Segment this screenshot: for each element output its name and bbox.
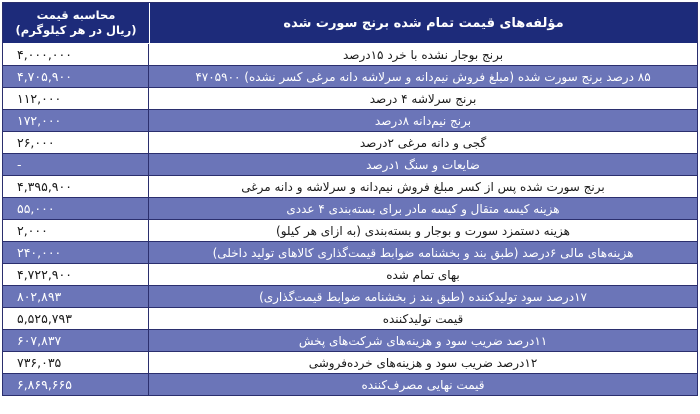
row-description: هزینه دستمزد سورت و بوجار و بسته‌بندی (به ازای هر کیلو) (276, 223, 570, 238)
row-value: ۲۶,۰۰۰ (3, 132, 149, 153)
table-row (3, 374, 697, 395)
table-row (3, 220, 697, 242)
row-value: ۶۰۷,۸۳۷ (3, 330, 149, 351)
row-value: ۸۰۲,۸۹۳ (3, 286, 149, 307)
row-value: ۴,۷۲۲,۹۰۰ (3, 264, 149, 285)
row-value: ۱۱۲,۰۰۰ (3, 88, 149, 109)
row-value: ۲۴۰,۰۰۰ (3, 242, 149, 263)
row-value: ۱۷۲,۰۰۰ (3, 110, 149, 131)
row-value: ۷۳۶,۰۳۵ (3, 352, 149, 373)
row-description: هزینه‌های مالی ۶درصد (طبق بند و بخشنامه ضوابط قیمت‌گذاری کالاهای تولید داخلی) (212, 245, 634, 260)
row-description: ۱۱درصد ضریب سود و هزینه‌های شرکت‌های پخش (298, 333, 548, 348)
row-value: ۴,۰۰۰,۰۰۰ (3, 44, 149, 65)
table-row (3, 286, 697, 308)
table-row (3, 132, 697, 154)
row-description: برنج سورت شده پس از کسر مبلغ فروش نیم‌دانه و سرلاشه و دانه مرغی (241, 179, 605, 194)
row-description: ۱۷درصد سود تولیدکننده (طبق بند ز بخشنامه ضوابط قیمت‌گذاری) (259, 289, 587, 304)
table-row (3, 154, 697, 176)
row-description: ۸۵ درصد برنج سورت شده (مبلغ فروش نیم‌دانه و سرلاشه دانه مرغی کسر نشده) ۴۷۰۵۹۰۰ (195, 69, 651, 84)
row-description: برنج نیم‌دانه ۸درصد (374, 113, 472, 128)
row-description: گجی و دانه مرغی ۲درصد (359, 135, 487, 150)
row-value: ۵,۵۲۵,۷۹۳ (3, 308, 149, 329)
table-row (3, 352, 697, 374)
value-header-line2: (ریال در هر کیلوگرم) (15, 23, 137, 37)
table-row (3, 110, 697, 132)
table-row (3, 308, 697, 330)
table-header (3, 3, 697, 44)
description-column-header: مؤلفه‌های قیمت تمام شده برنج سورت شده (283, 15, 564, 31)
table-row (3, 176, 697, 198)
row-value: - (3, 154, 149, 175)
row-value: ۶,۸۶۹,۶۶۵ (3, 374, 149, 395)
row-description: ضایعات و سنگ ۱درصد (366, 157, 480, 172)
value-column-header (3, 3, 150, 43)
row-value: ۵۵,۰۰۰ (3, 198, 149, 219)
row-description: برنج بوجار نشده با خرد ۱۵درصد (342, 47, 504, 62)
row-description: ۱۲درصد ضریب سود و هزینه‌های خرده‌فروشی (308, 355, 538, 370)
table-row (3, 88, 697, 110)
table-row (3, 330, 697, 352)
row-value: ۴,۳۹۵,۹۰۰ (3, 176, 149, 197)
price-table (2, 2, 698, 396)
row-description: بهای تمام شده (386, 267, 460, 282)
row-value: ۴,۷۰۵,۹۰۰ (3, 66, 149, 87)
table-row (3, 198, 697, 220)
table-body (3, 44, 697, 395)
value-header-line1: محاسبه قیمت (36, 8, 116, 22)
row-description: هزینه کیسه متقال و کیسه مادر برای بسته‌بندی ۴ عددی (286, 201, 560, 216)
table-row (3, 242, 697, 264)
row-value: ۲,۰۰۰ (3, 220, 149, 241)
row-description: قیمت نهایی مصرف‌کننده (361, 377, 485, 392)
table-row (3, 66, 697, 88)
table-row (3, 264, 697, 286)
row-description: قیمت تولیدکننده (382, 311, 464, 326)
row-description: برنج سرلاشه ۴ درصد (369, 91, 477, 106)
table-row (3, 44, 697, 66)
